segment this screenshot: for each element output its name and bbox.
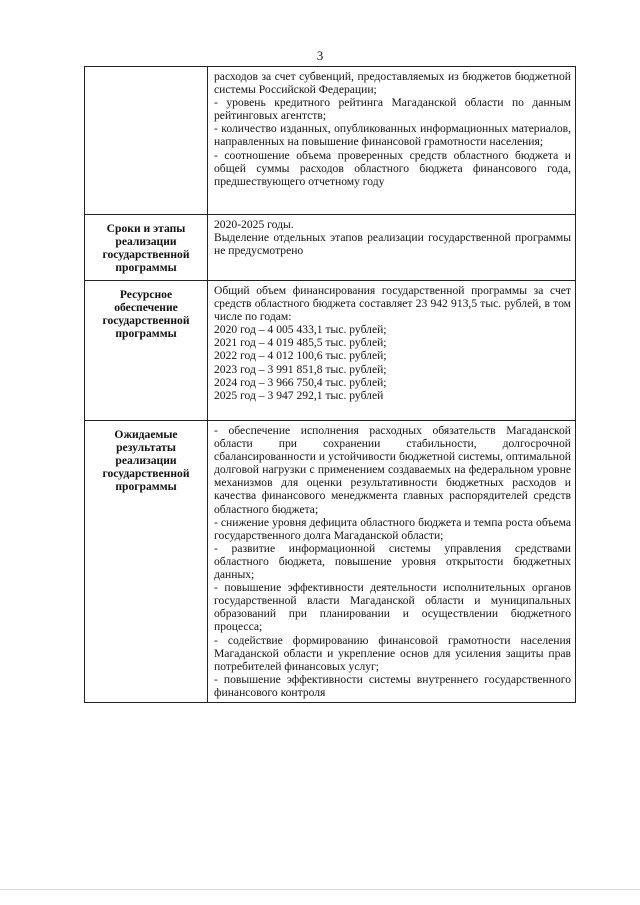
text-line: 2020-2025 годы. — [214, 218, 294, 231]
text-line: Выделение отдельных этапов реализации государственной программы не предусмотрено — [214, 231, 571, 258]
program-passport-table — [84, 66, 576, 703]
row-label: Ожидаемые результаты реализации государственной программы — [85, 421, 208, 703]
table-row-resources — [85, 281, 576, 421]
text-line: - содействие формированию финансовой грамотности населения Магаданской области и укрепление основ для усиления защиты прав потребителей финансовых услуг; — [214, 633, 571, 673]
row-label: Сроки и этапы реализации государственной программы — [85, 215, 208, 281]
row-label-empty — [85, 67, 208, 215]
table-row-terms — [85, 215, 576, 281]
text-line: - повышение эффективности деятельности исполнительных органов государственной власти Магаданской области и муниципальных образований при планировании и осуществлении бюджетного процесса; — [214, 581, 571, 634]
text-line: 2020 год – 4 005 433,1 тыс. рублей; — [214, 323, 387, 337]
text-line: - обеспечение исполнения расходных обязательств Магаданской области при сохранении стабильности, долгосрочной сбалансированности и устойчивости бюджетной системы, оптимальной долговой нагрузки с применением создаваемых на федеральном уровне механизмов для оценки результативности бюджетных расходов и качества финансового менеджмента главных распорядителей средств областного бюджета; — [214, 424, 571, 516]
text-line: Общий объем финансирования государственной программы за счет средств областного бюджета составляет 23 942 913,5 тыс. рублей, в том числе по годам: — [214, 284, 571, 324]
text-line: 2023 год – 3 991 851,8 тыс. рублей; — [214, 362, 387, 376]
text-line: 2025 год – 3 947 292,1 тыс. рублей — [214, 388, 384, 402]
text-line: расходов за счет субвенций, предоставляемых из бюджетов бюджетной системы Российской Федерации; — [214, 70, 571, 97]
row-content — [208, 67, 576, 215]
text-line: - уровень кредитного рейтинга Магаданской области по данным рейтинговых агентств; — [214, 96, 571, 123]
page-number: 3 — [316, 48, 324, 63]
text-line: - развитие информационной системы управления средствами областного бюджета, повышение уровня открытости бюджетных данных; — [214, 541, 571, 582]
row-content — [208, 281, 576, 421]
text-line: - снижение уровня дефицита областного бюджета и темпа роста объема государственного долга Магаданской области; — [214, 515, 571, 542]
text-line: - соотношение объема проверенных средств областного бюджета и общей суммы расходов областного бюджета финансового года, предшествующего отчетному году — [214, 148, 571, 188]
text-line: - повышение эффективности системы внутреннего государственного финансового контроля — [214, 672, 571, 699]
text-line: 2024 год – 3 966 750,4 тыс. рублей; — [214, 375, 387, 389]
row-label: Ресурсное обеспечение государственной программы — [85, 281, 208, 421]
text-line: - количество изданных, опубликованных информационных материалов, направленных на повышение финансовой грамотности населения; — [214, 122, 571, 149]
table-row-expected-results — [85, 421, 576, 703]
table-row-indicators-continued — [85, 67, 576, 215]
row-content — [208, 215, 576, 281]
row-content — [208, 421, 576, 703]
scan-edge-divider — [0, 889, 640, 890]
text-line: 2021 год – 4 019 485,5 тыс. рублей; — [214, 336, 387, 350]
text-line: 2022 год – 4 012 100,6 тыс. рублей; — [214, 349, 387, 363]
